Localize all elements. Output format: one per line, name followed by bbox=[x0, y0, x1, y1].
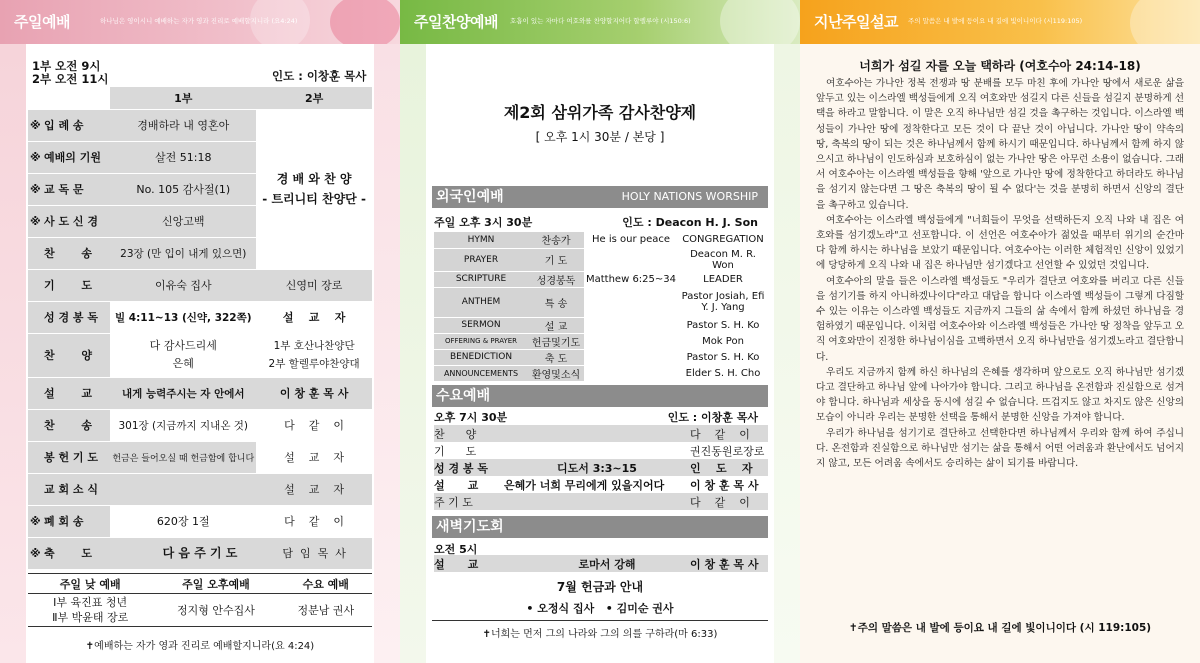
wednesday-worship-table bbox=[434, 425, 768, 510]
wednesday-time-row: 오후 7시 30분 인도 : 이창훈 목사 bbox=[434, 411, 758, 424]
praise-merged-cell: 경 배 와 찬 양 - 트리니티 찬양단 - bbox=[256, 109, 372, 269]
col-header-1: 1부 bbox=[110, 87, 256, 109]
sermon-title: 너희가 섬길 자를 오늘 택하라 (여호수아 24:14-18) bbox=[859, 59, 1141, 73]
table-row: HYMN 찬송가 He is our peace CONGREGATION bbox=[434, 232, 768, 248]
footer-verse: ✝주의 말씀은 내 발에 등이요 내 길에 빛이니이다 (시 119:105) bbox=[848, 622, 1152, 634]
table-row: ※ 축 도 담 임 목 사 bbox=[28, 537, 372, 569]
table-row: ANNOUNCEMENTS 환영및소식 Elder S. H. Cho bbox=[434, 365, 768, 381]
table-row: 찬 양 다 같 이 bbox=[434, 425, 768, 442]
section-foreign-worship: 외국인예배 HOLY NATIONS WORSHIP bbox=[432, 186, 768, 208]
section-dawn-prayer: 새벽기도회 bbox=[432, 516, 768, 538]
foreign-time-row: 주일 오후 3시 30분 인도 : Deacon H. J. Son bbox=[434, 216, 758, 229]
banner-title: 주일예배 bbox=[14, 13, 70, 31]
leaf-decoration bbox=[1130, 0, 1200, 44]
table-row: 주 기 도 다 같 이 bbox=[434, 493, 768, 510]
table-row: 성 경 봉 독 빌 4:11~13 (신약, 322쪽) 설 교 자 bbox=[28, 301, 372, 333]
panel-last-sermon bbox=[800, 0, 1200, 663]
event-title: 제2회 삼위가족 감사찬양제 bbox=[503, 103, 697, 122]
next-week-prayer bbox=[28, 544, 372, 652]
table-row: ※ 사 도 신 경 신앙고백 bbox=[28, 205, 372, 237]
table-row: 찬 송 301장 (지금까지 지내온 것) 다 같 이 bbox=[28, 409, 372, 441]
sermon-paragraph: 우리가 하나님을 섬기기로 결단하고 선택한다면 하나님께서 우리와 함께 하여 주십니다. 온전함과 진실함으로 하나님만 섬기는 삶을 통해서 어떤 어려움과 환난에서도 넘어지지 않고, 모든 어려움 속에서도 승리하는 삶이 되기를 바랍니다. bbox=[816, 427, 1184, 470]
table-row: ※ 입 례 송 경배하라 내 영혼아 경 배 와 찬 양 - 트리니티 찬양단 - bbox=[28, 109, 372, 141]
table-row: SERMON 설 교 Pastor S. H. Ko bbox=[434, 317, 768, 333]
footer-verse: ✝너희는 먼저 그의 나라와 그의 의를 구하라(마 6:33) bbox=[482, 629, 718, 640]
banner-sunday-worship bbox=[0, 0, 400, 44]
banner-verse: 호흡이 있는 자마다 여호와를 찬양할지어다 할렐루야 (시150:6) bbox=[510, 17, 691, 25]
table-row: ※ 교 독 문 No. 105 감사절(1) bbox=[28, 173, 372, 205]
table-header-row bbox=[28, 87, 372, 109]
footer-verse: ✝예배하는 자가 영과 진리로 예배할지니라(요 4:24) bbox=[85, 641, 315, 652]
sermon-paragraph: 우리도 지금까지 함께 하신 하나님의 은혜를 생각하며 앞으로도 오직 하나님만 섬기겠다고 결단하고 하나님 앞에 나아가야 합니다. 그리고 하나님을 온전함과 진실함으로 섬겨야 합니다. 하나님과 세상을 동시에 섬길 수 없습니다. 뜨겁지도 않고 차지도 않은 신앙의 모습이 아니라 우리는 분명한 선택을 통해서 분명한 신앙을 가져야 합니다. bbox=[816, 366, 1185, 424]
offering-names: • 오정식 집사 • 김미순 권사 bbox=[432, 600, 768, 621]
next-week-table bbox=[28, 573, 372, 627]
panel-sunday-worship bbox=[0, 0, 400, 663]
table-row: 찬 송 23장 (만 입이 내게 있으면) bbox=[28, 237, 372, 269]
table-row: OFFERING & PRAYER 헌금및기도 Mok Pon bbox=[434, 333, 768, 349]
service-times bbox=[32, 60, 108, 86]
table-row: ANTHEM 특 송 Pastor Josiah, Efi Y. J. Yang bbox=[434, 287, 768, 317]
dawn-prayer-table bbox=[434, 555, 768, 572]
table-row: 기 도 이유숙 집사 신영미 장로 bbox=[28, 269, 372, 301]
table-row: 설 교 은혜가 너희 무리에게 있을지어다 이 창 훈 목 사 bbox=[434, 478, 759, 492]
sermon-paragraph: 여호수아는 가나안 정복 전쟁과 땅 분배를 모두 마친 후에 가나안 땅에서 새로운 삶을 앞두고 있는 이스라엘 백성들에게 오직 여호와만 섬길지 다른 신들을 섬길지 분명하게 선택을 하라고 말합니다. 이 말은 오직 하나님만 섬길 것을 촉구하는 것입니다. 이스라엘 백성들이 가나안 땅에 정착한다고 모든 것이 다 끝난 것이 아닙니다. 가나안 땅이 약속의 땅, 축복의 땅이 되는 것은 하나님께서 함께 하시기 때문입니다. 하나님께서 함께 하지 않으시고 하나님이 인도하심과 보호하심이 없는 가나안 땅은 아무런 소용이 없습니다. 그래서 여호수아는 이스라엘 백성들을 향해 '앞으로 가나안 땅에 정착한다고 하더라도 하나님을 섬기지 않는다면 그 땅은 축복의 땅이 될 수 없다'는 것을 분명히 하면서 신앙의 결단을 촉구하고 있습니다. bbox=[816, 78, 1184, 211]
event-subtitle: [ 오후 1시 30분 / 본당 ] bbox=[535, 130, 665, 144]
banner-praise-worship bbox=[400, 0, 800, 44]
banner-verse: 하나님은 영이시니 예배하는 자가 영과 진리로 예배할지니라 (요4:24) bbox=[100, 17, 298, 25]
foreign-worship-table bbox=[434, 232, 768, 382]
dawn-time-row: 오전 5시 bbox=[434, 543, 478, 556]
table-row: 찬 양 다 감사드리세 은혜 1부 호산나찬양단 2부 할렐루야찬양대 bbox=[28, 333, 372, 377]
table-row: 기 도 권진동원로장로 bbox=[434, 444, 765, 458]
col-header-2: 2부 bbox=[256, 87, 372, 109]
next-week-title: 다 음 주 기 도 bbox=[162, 546, 238, 560]
table-row: 교 회 소 식 설 교 자 bbox=[28, 473, 372, 505]
sermon-paragraph: 여호수아의 말을 들은 이스라엘 백성들도 "우리가 결단코 여호와를 버리고 다른 신들을 섬기기를 하지 아니하겠나이다"라고 대답을 합니다 이스라엘 백성들이 그렇게 다짐할 수 있는 이유는 이스라엘 백성들도 지금까지 그들의 삶 속에서 함께 하셨던 하나님을 경험하였기 때문입니다. 이처럼 여호수아와 이스라엘 백성들은 가나안 땅 정착을 앞두고 오직 여호와만이 진정한 하나님이심을 고백하면서 오직 하나님만을 섬기겠노라고 결단합니다. bbox=[816, 275, 1184, 363]
flower-decoration bbox=[330, 0, 400, 44]
offering-title: 7월 헌금과 안내 bbox=[556, 580, 644, 594]
decorative-strip bbox=[0, 44, 26, 663]
banner-last-sermon bbox=[800, 0, 1200, 44]
table-row: SCRIPTURE 성경봉독 Matthew 6:25~34 LEADER bbox=[434, 271, 768, 287]
table-row: 성 경 봉 독 디도서 3:3~15 인 도 자 bbox=[434, 459, 768, 476]
order-of-worship-table bbox=[28, 87, 372, 570]
banner-title: 지난주일설교 bbox=[814, 13, 898, 31]
table-row: ※ 폐 회 송 620장 1절 다 같 이 bbox=[28, 505, 372, 537]
table-row: ※ 예배의 기원 살전 51:18 bbox=[28, 141, 372, 173]
decorative-strip bbox=[374, 44, 400, 663]
table-row: BENEDICTION 축 도 Pastor S. H. Ko bbox=[434, 349, 768, 365]
banner-verse: 주의 말씀은 내 발에 등이요 내 길에 빛이니이다 (시119:105) bbox=[908, 17, 1083, 25]
flower-decoration bbox=[720, 0, 800, 44]
table-row: 설 교 내게 능력주시는 자 안에서 이 창 훈 목 사 bbox=[28, 377, 372, 409]
service-time-1: 1부 오전 9시 bbox=[32, 59, 101, 73]
banner-title: 주일찬양예배 bbox=[414, 13, 498, 31]
sermon-paragraph: 여호수아는 이스라엘 백성들에게 "너희들이 무엇을 선택하든지 오직 나와 내 집은 여호와를 섬기겠노라"고 선포합니다. 이 선언은 여호수아가 젊었을 때부터 위기의 순간마다 함께 하시는 하나님을 보았기 때문입니다. 여호수아는 이러한 체험적인 신앙이 있었기에 당당하게 오직 나와 내 집은 하나님만 섬기겠다고 선언할 수 있었던 것입니다. bbox=[816, 214, 1184, 272]
table-row: 봉 헌 기 도 헌금은 들어오실 때 헌금함에 합니다 설 교 자 bbox=[28, 441, 372, 473]
table-row: Ⅰ부 육진표 청년 Ⅱ부 박윤태 장로 정지형 안수집사 정분남 권사 bbox=[28, 594, 372, 627]
table-row: 설 교 로마서 강해 이 창 훈 목 사 bbox=[434, 555, 768, 572]
panel-sunday-praise-worship bbox=[400, 0, 800, 663]
table-row: PRAYER 기 도 Deacon M. R. Won bbox=[434, 248, 768, 271]
section-wednesday-worship: 수요예배 bbox=[432, 385, 768, 407]
service-time-2: 2부 오전 11시 bbox=[32, 72, 109, 86]
sermon-body bbox=[816, 76, 1184, 471]
table-header-row: 주일 낮 예배 주일 오후예배 수요 예배 bbox=[28, 574, 372, 594]
presider: 인도 : 이창훈 목사 bbox=[272, 69, 367, 83]
